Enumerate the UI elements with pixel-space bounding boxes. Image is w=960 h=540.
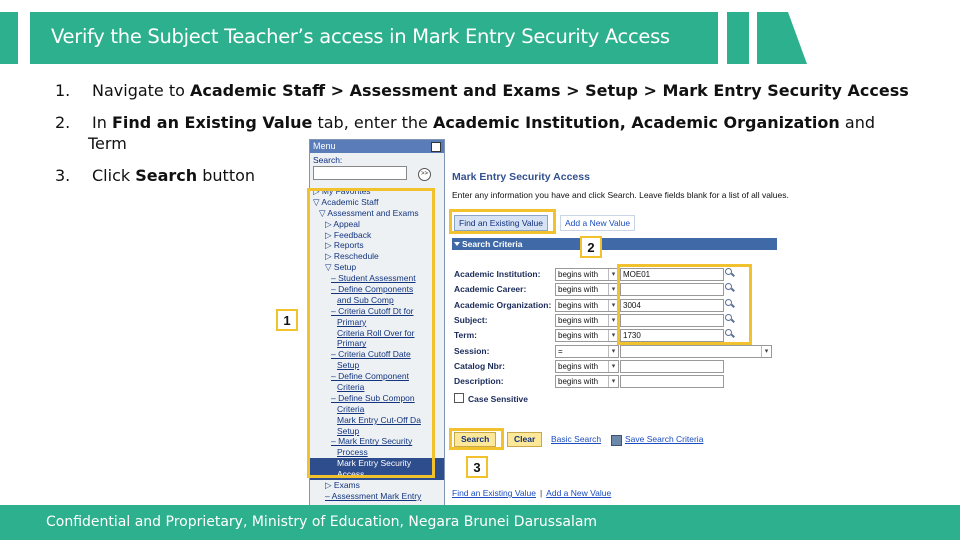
menu-item[interactable]: ▽ Setup <box>325 262 357 273</box>
step-text <box>92 113 875 132</box>
badge-3: 3 <box>466 456 488 478</box>
footer-band <box>0 505 960 540</box>
instruction-text: Enter any information you have and click Search. Leave fields blank for a list of all values. <box>452 190 789 200</box>
operator-select[interactable] <box>555 283 619 296</box>
footer-text: Confidential and Proprietary, Ministry of Education, Negara Brunei Darussalam <box>46 514 598 530</box>
case-sensitive-checkbox[interactable] <box>454 393 528 404</box>
chevron-down-icon[interactable]: ▾ <box>608 300 618 311</box>
menu-item[interactable]: – Criteria Cutoff Date <box>331 349 411 360</box>
chevron-down-icon[interactable]: ▾ <box>608 376 618 387</box>
step-text-plain: and <box>839 113 875 132</box>
field-label: Subject: <box>454 314 488 325</box>
menu-item[interactable]: Criteria Roll Over for <box>337 327 415 338</box>
chevron-down-icon[interactable]: ▾ <box>608 315 618 326</box>
value-select[interactable] <box>620 345 772 358</box>
value-input[interactable]: MOE01 <box>620 268 724 281</box>
value-input[interactable] <box>620 375 724 388</box>
operator-select[interactable] <box>555 345 619 358</box>
chevron-down-icon[interactable]: ▾ <box>608 284 618 295</box>
menu-item[interactable]: – Mark Entry Security <box>331 436 413 447</box>
collapse-triangle-icon <box>454 242 460 246</box>
callout-box-2b <box>617 264 752 345</box>
find-existing-value-link[interactable]: Find an Existing Value <box>452 488 536 498</box>
menu-item[interactable]: ▷ Feedback <box>325 229 372 240</box>
value-input[interactable]: 1730 <box>620 329 724 342</box>
menu-item[interactable]: – Define Components <box>331 284 414 295</box>
chevron-down-icon[interactable]: ▾ <box>608 346 618 357</box>
save-icon <box>611 435 622 446</box>
step-text <box>92 166 255 185</box>
page-title: Mark Entry Security Access <box>452 171 590 183</box>
menu-item[interactable]: Mark Entry Cut-Off Da <box>337 414 421 425</box>
step-text <box>92 81 909 100</box>
step-number: 3. <box>55 166 71 185</box>
field-label: Description: <box>454 376 504 387</box>
basic-search-link[interactable]: Basic Search <box>551 434 602 444</box>
operator-value: begins with <box>558 331 599 341</box>
tab-find-existing-value[interactable]: Find an Existing Value <box>454 215 548 231</box>
link-separator: | <box>539 488 543 498</box>
menu-item[interactable]: ▷ Reschedule <box>325 251 379 262</box>
step-text-plain: tab, enter the <box>312 113 433 132</box>
operator-value: begins with <box>558 285 599 295</box>
menu-item[interactable]: Primary <box>337 316 367 327</box>
menu-item[interactable]: – Student Assessment <box>331 273 416 284</box>
menu-item[interactable]: ▷ Exams <box>325 480 360 491</box>
value-input[interactable] <box>620 360 724 373</box>
menu-item[interactable]: Mark Entry Security <box>310 458 444 469</box>
menu-search-input[interactable] <box>313 166 407 180</box>
step-text-plain: button <box>197 166 256 185</box>
slide-title: Verify the Subject Teacher’s access in Mark Entry Security Access <box>51 25 670 48</box>
menu-item[interactable]: – Define Component <box>331 371 409 382</box>
operator-value: begins with <box>558 270 599 279</box>
field-label: Academic Institution: <box>454 269 541 279</box>
header-stripe-left <box>0 12 18 64</box>
field-label: Term: <box>454 330 477 341</box>
chevron-down-icon[interactable]: ▾ <box>608 269 618 280</box>
step-text-plain: Click <box>92 166 136 185</box>
minimize-icon[interactable] <box>431 142 441 152</box>
operator-select[interactable] <box>555 268 619 281</box>
menu-item[interactable]: ▽ Assessment and Exams <box>319 207 419 218</box>
menu-item[interactable]: Setup <box>337 360 360 371</box>
menu-item[interactable]: – Criteria Cutoff Dt for <box>331 305 414 316</box>
step-text-bold: Search <box>135 166 198 185</box>
step-text-bold: Academic Staff > Assessment and Exams > Setup > Mark Entry Security Access <box>190 81 909 100</box>
search-criteria-label: Search Criteria <box>462 239 523 249</box>
chevron-down-icon[interactable]: ▾ <box>608 330 618 341</box>
step-text-plain: In <box>92 113 112 132</box>
menu-search-label: Search: <box>313 155 343 165</box>
title-band <box>30 12 718 64</box>
operator-select[interactable] <box>555 375 619 388</box>
step-text-plain: Navigate to <box>92 81 190 100</box>
field-label: Academic Organization: <box>454 299 552 310</box>
operator-select[interactable] <box>555 360 619 373</box>
clear-button[interactable]: Clear <box>507 432 542 447</box>
operator-value: begins with <box>558 377 599 387</box>
add-new-value-link[interactable]: Add a New Value <box>546 488 612 498</box>
menu-item[interactable]: – Define Sub Compon <box>331 392 415 403</box>
chevron-down-icon[interactable]: ▾ <box>761 346 771 357</box>
case-sensitive-label: Case Sensitive <box>468 394 529 404</box>
search-criteria-header[interactable] <box>452 238 777 250</box>
menu-item[interactable]: Process <box>337 447 368 458</box>
menu-item[interactable]: and Sub Comp <box>337 294 394 305</box>
callout-box-3 <box>449 428 504 450</box>
menu-item[interactable]: Criteria <box>337 403 365 414</box>
menu-header <box>310 140 444 153</box>
callout-box-2a <box>449 209 556 234</box>
step-text-line2: Term <box>88 134 127 153</box>
badge-1: 1 <box>276 309 298 331</box>
field-label: Catalog Nbr: <box>454 360 505 371</box>
operator-select[interactable] <box>555 314 619 327</box>
search-button[interactable]: Search <box>454 432 496 447</box>
operator-value: begins with <box>558 300 599 310</box>
step-number: 2. <box>55 113 71 132</box>
operator-value: = <box>558 346 563 356</box>
menu-item[interactable]: – Assessment Mark Entry <box>325 490 422 501</box>
menu-title: Menu <box>313 141 336 151</box>
badge-2: 2 <box>580 236 602 258</box>
header-stripe-right <box>727 12 749 64</box>
operator-select[interactable] <box>555 299 619 312</box>
menu-item[interactable]: ▷ My Favorites <box>313 186 371 196</box>
menu-item[interactable]: Setup <box>337 425 360 436</box>
operator-value: begins with <box>558 361 599 371</box>
bottom-links <box>452 488 611 498</box>
menu-item[interactable]: Criteria <box>337 382 365 393</box>
header-stripe-angled <box>757 12 807 64</box>
checkbox-icon[interactable] <box>454 393 464 403</box>
menu-item[interactable]: Primary <box>337 338 367 349</box>
field-label: Session: <box>454 345 490 356</box>
menu-item[interactable]: ▷ Reports <box>325 240 364 251</box>
operator-select[interactable] <box>555 329 619 342</box>
callout-box-1 <box>307 188 435 478</box>
menu-item[interactable]: ▷ Appeal <box>325 218 360 229</box>
menu-item[interactable]: ▽ Academic Staff <box>313 196 379 207</box>
step-text-bold: Find an Existing Value <box>111 113 313 132</box>
step-number: 1. <box>55 81 71 100</box>
step-text-bold: Academic Institution, Academic Organization <box>432 113 840 132</box>
save-search-criteria-link[interactable]: Save Search Criteria <box>625 434 704 444</box>
search-go-icon[interactable]: >> <box>418 168 431 181</box>
field-label: Academic Career: <box>454 284 527 295</box>
menu-item[interactable]: Access <box>310 469 444 480</box>
operator-value: begins with <box>558 315 599 325</box>
tab-add-new-value[interactable]: Add a New Value <box>560 215 635 231</box>
chevron-down-icon[interactable]: ▾ <box>608 361 618 372</box>
value-input[interactable]: 3004 <box>620 299 724 312</box>
